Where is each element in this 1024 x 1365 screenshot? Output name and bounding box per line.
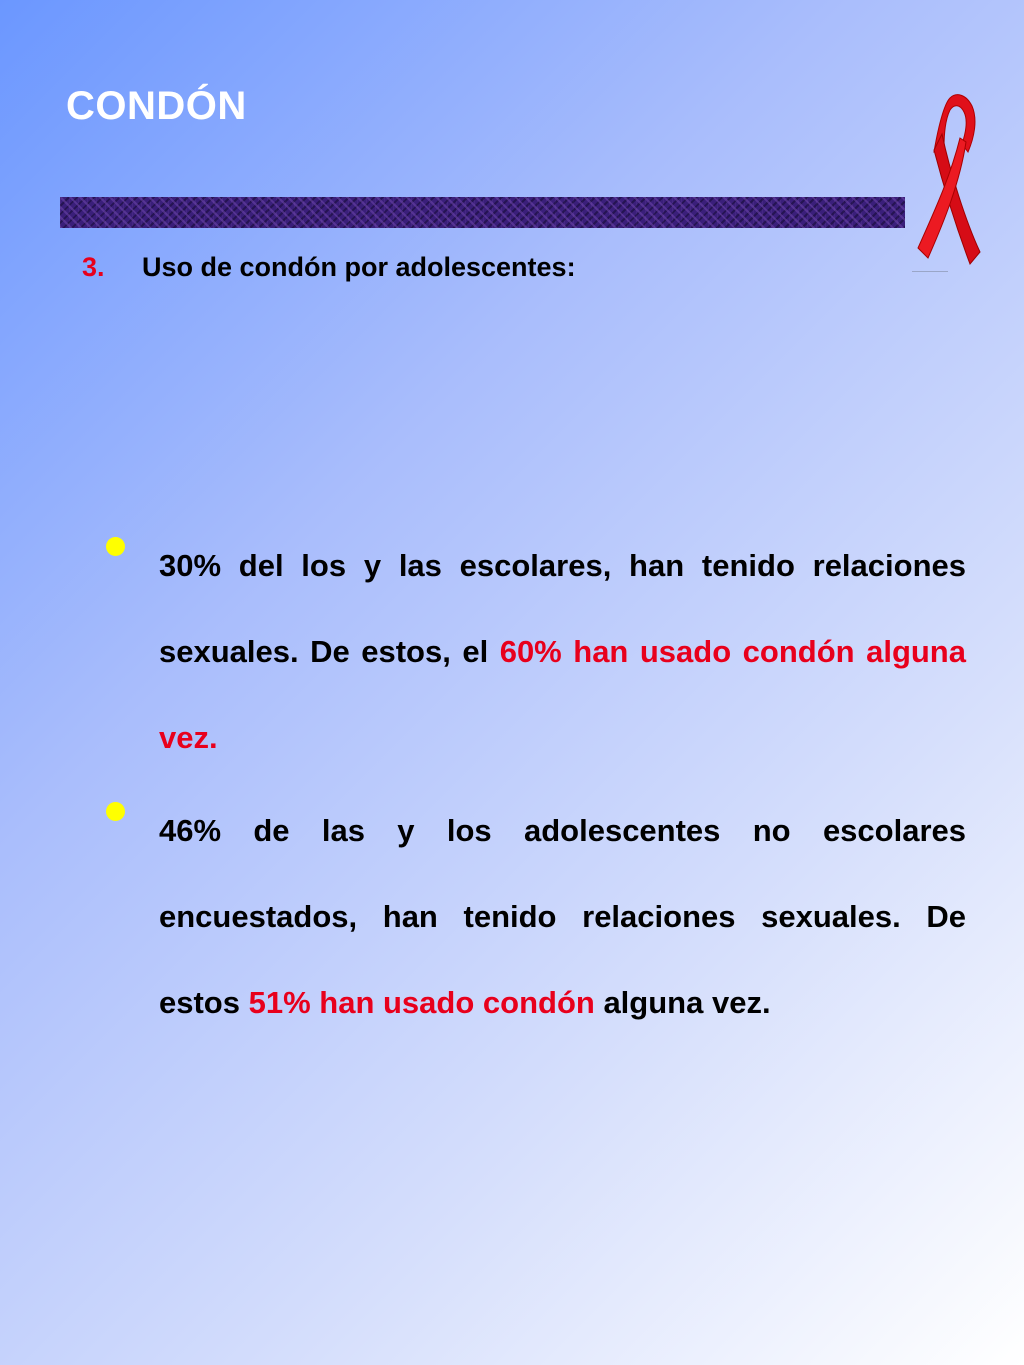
- list-item: [100, 523, 966, 781]
- bullet-text: [159, 523, 966, 781]
- red-ribbon-icon: [914, 92, 984, 270]
- bullet-highlight: 60% han usado condón alguna vez.: [159, 634, 966, 755]
- ribbon-underline: [912, 271, 948, 272]
- bullet-text: [159, 788, 966, 1046]
- bullet-dot-icon: [106, 802, 125, 821]
- bullet-highlight: 51% han usado condón: [248, 985, 595, 1020]
- bullet-text-tail: alguna vez.: [594, 985, 771, 1020]
- subheading-text: Uso de condón por adolescentes:: [142, 252, 576, 282]
- subheading-number: 3.: [82, 252, 105, 282]
- bullet-list: [100, 546, 966, 1076]
- slide-title: CONDÓN: [66, 84, 247, 128]
- section-subheading: [82, 252, 576, 283]
- bullet-text-part: 46% de las y los adolescentes no escolares encuestados, han tenido relaciones sexuales. De estos: [159, 813, 966, 1020]
- bullet-text-part: 30% del los y las escolares, han tenido relaciones sexuales. De estos, el: [159, 548, 966, 669]
- list-item: [100, 788, 966, 1046]
- bullet-dot-icon: [106, 537, 125, 556]
- title-divider-bar: [60, 197, 905, 228]
